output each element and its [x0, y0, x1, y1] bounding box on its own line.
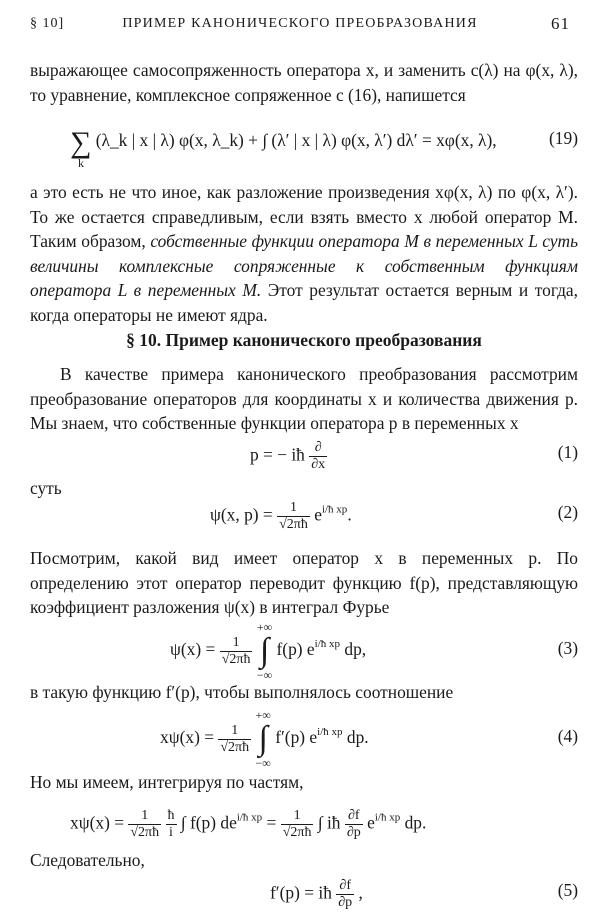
eq5-number: (5) — [557, 880, 578, 900]
word-sut: суть — [30, 478, 62, 498]
eq1-lhs: p = − iħ — [250, 444, 305, 465]
eq3-number: (3) — [557, 638, 578, 658]
paragraph-1: выражающее самосопряженность оператора x, и заменить c(λ) на φ(x, λ), то уравнение, комплексное сопряженное с (16), напишется — [30, 60, 578, 105]
eq2-number: (2) — [557, 502, 578, 522]
equation-4: xψ(x) = $\frac{1}{√2\pi ħ}$ +∞ ∫ −∞ f′(p) $e^{i/ħ xp}$ dp. (4) — [160, 708, 578, 770]
sum-index: k — [78, 156, 84, 170]
eq1-number: (1) — [557, 442, 578, 462]
page-number: 61 — [551, 14, 570, 33]
eq3-lhs: ψ(x) = — [170, 639, 216, 659]
eq4-lhs: xψ(x) = — [160, 727, 215, 747]
eq3-integral: +∞ ∫ −∞ — [256, 620, 273, 682]
eq3-fraction: $\frac{1}{√2\pi ħ}$ — [221, 634, 251, 667]
eq3-exponent: i/ħ xp — [314, 638, 341, 650]
paragraph-6: Но мы имеем, интегрируя по частям, — [30, 772, 304, 792]
eq2-fraction: $\frac{1}{√2\pi ħ}$ — [279, 500, 308, 532]
eq2-lhs: ψ(x, p) = — [210, 504, 273, 525]
paragraph-2 — [30, 180, 578, 328]
eq19-number: (19) — [549, 128, 578, 148]
equation-1 — [30, 440, 578, 470]
eq4-integral: +∞ ∫ −∞ — [255, 708, 271, 770]
eq2-exponent: i/ħ xp — [321, 503, 348, 516]
equation-2: ψ(x, p) = $\frac{1}{√2\pi ħ}$ $e^{i/ħ xp}$. (2) — [210, 500, 578, 532]
paragraph-5: в такую функцию f′(p), чтобы выполнялось соотношение — [30, 682, 454, 702]
equation-19 — [30, 126, 578, 170]
eq19-body: (λ_k | x | λ) φ(x, λ_k) + ∫ (λ′ | x | λ) φ(x, λ′) dλ′ = xφ(x, λ), — [95, 130, 497, 150]
eq1-fraction: $\frac{\partial}{\partial x}$ — [311, 440, 326, 472]
paragraph-4: Посмотрим, какой вид имеет оператор x в переменных p. По определению этот оператор переводит функцию f(p), представляющую коэффициент разложения ψ(x) в интеграл Фурье — [30, 548, 578, 618]
para2-plain: а это есть не что иное, как разложение произведения xφ(x, λ) по φ(x, λ′). То же остается справедливым, если взять вместо x любой оператор M. Таким образом, — [30, 182, 578, 252]
word-sled: Следовательно, — [30, 850, 145, 870]
paragraph-3: В качестве примера канонического преобразования рассмотрим преобразование операторов для координаты x и количества движения p. Мы знаем, что собственные функции оператора p в переменных x — [30, 364, 578, 434]
header-title: ПРИМЕР КАНОНИЧЕСКОГО ПРЕОБРАЗОВАНИЯ — [122, 16, 478, 31]
section-heading: § 10. Пример канонического преобразования — [126, 330, 482, 350]
sum-symbol: ∑ — [70, 126, 92, 159]
equation-5: f′(p) = iħ $\frac{\partial f}{\partial p}$ , (5) — [270, 878, 578, 910]
para2-italic: собственные функции оператора M в переменных L суть величины комплексные сопряженные к собственным функциям оператора L в переменных M. — [30, 231, 578, 301]
equation-3: ψ(x) = $\frac{1}{√2\pi ħ}$ +∞ ∫ −∞ f(p) $e^{i/ħ xp}$ dp, (3) — [170, 620, 578, 682]
para2-tail: Этот результат остается верным и тогда, когда операторы не имеют ядра. — [30, 280, 578, 325]
running-head — [30, 14, 570, 36]
eq4-number: (4) — [557, 726, 578, 746]
equation-parts: xψ(x) = $\frac{1}{√2\pi ħ}$ $\frac{ħ}{i}$ ∫ f(p) $de^{i/ħ xp}$ = $\frac{1}{√2\pi ħ}$ ∫ iħ $\frac{\partial f}{\partial p}$ $e^{i/ħ xp}$ dp. — [70, 808, 427, 840]
eq4-exponent: i/ħ xp — [317, 726, 343, 738]
eq4-fraction: $\frac{1}{√2\pi ħ}$ — [220, 722, 250, 755]
header-section: § 10] — [30, 16, 65, 31]
